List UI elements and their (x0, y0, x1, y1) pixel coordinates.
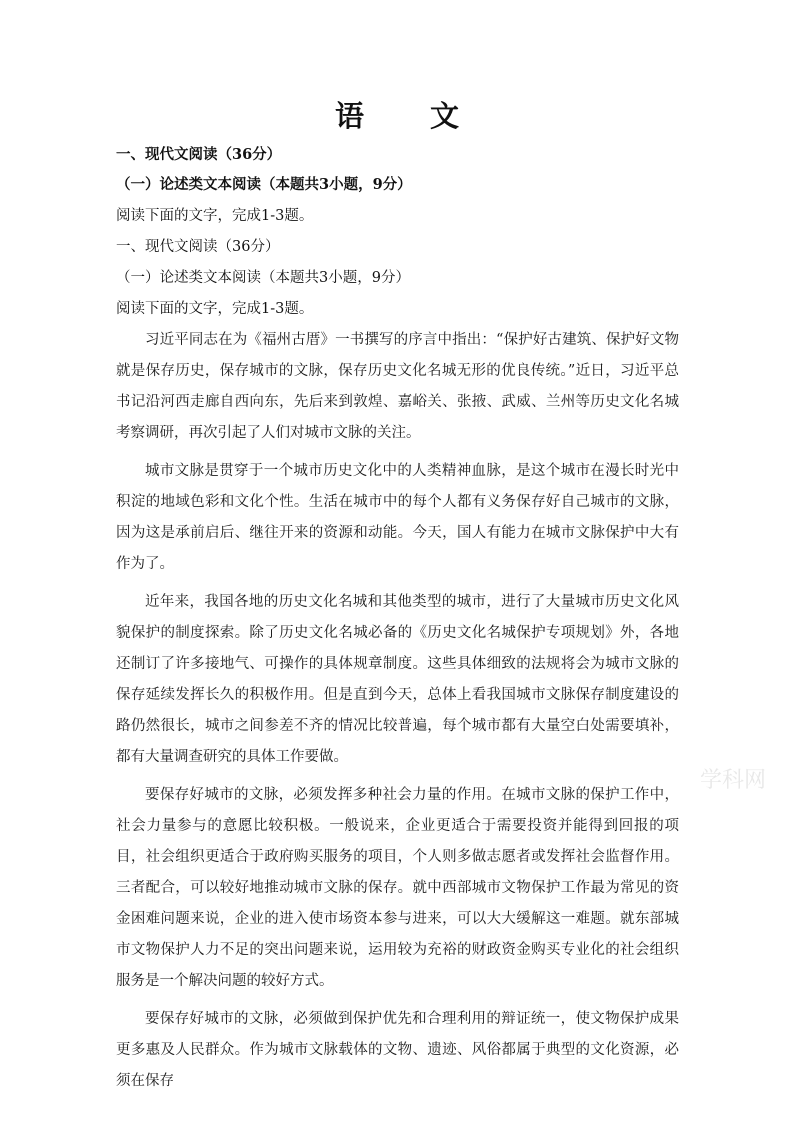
watermark-logo: 学科网 (700, 768, 767, 793)
paragraph: 要保存好城市的文脉，必须发挥多种社会力量的作用。在城市文脉的保护工作中，社会力量参与的意愿比较积极。一般说来，企业更适合于需要投资并能得到回报的项目，社会组织更适合于政府购买服务的项目，个人则多做志愿者或发挥社会监督作用。三者配合，可以较好地推动城市文脉的保存。就中西部城市文物保护工作最为常见的资金困难问题来说，企业的进入使市场资本参与进来，可以大大缓解这一难题。就东部城市文物保护人力不足的突出问题来说，运用较为充裕的财政资金购买专业化的社会组织服务是一个解决问题的较好方式。 (116, 787, 679, 989)
subsection-heading-repeat: （一）论述类文本阅读（本题共3小题，9分） (116, 270, 410, 286)
section-heading-repeat: 一、现代文阅读（36分） (116, 239, 280, 255)
article-body (116, 325, 679, 1104)
instruction-text: 阅读下面的文字，完成1-3题。 (116, 208, 314, 224)
paragraph: 习近平同志在为《福州古厝》一书撰写的序言中指出：“保护好古建筑、保护好文物就是保存历史，保存城市的文脉，保存历史文化名城无形的优良传统。”近日，习近平总书记沿河西走廊自西向东，先后来到敦煌、嘉峪关、张掖、武威、兰州等历史文化名城考察调研，再次引起了人们对城市文脉的关注。 (116, 332, 679, 441)
subsection-heading: （一）论述类文本阅读（本题共3小题，9分） (116, 176, 412, 193)
paragraph: 近年来，我国各地的历史文化名城和其他类型的城市，进行了大量城市历史文化风貌保护的制度探索。除了历史文化名城必备的《历史文化名城保护专项规划》外，各地还制订了许多接地气、可操作的具体规章制度。这些具体细致的法规将会为城市文脉的保存延续发挥长久的积极作用。但是直到今天，总体上看我国城市文脉保存制度建设的路仍然很长，城市之间参差不齐的情况比较普遍，每个城市都有大量空白处需要填补，都有大量调查研究的具体工作要做。 (116, 594, 679, 765)
paragraph: 要保存好城市的文脉，必须做到保护优先和合理利用的辩证统一，使文物保护成果更多惠及人民群众。作为城市文脉载体的文物、遗迹、风俗都属于典型的文化资源，必须在保存 (116, 1011, 679, 1089)
section-heading: 一、现代文阅读（36分） (116, 146, 282, 163)
instruction-text-repeat: 阅读下面的文字，完成1-3题。 (116, 301, 314, 317)
page-title: 语 文 (334, 99, 488, 133)
paragraph: 城市文脉是贯穿于一个城市历史文化中的人类精神血脉，是这个城市在漫长时光中积淀的地域色彩和文化个性。生活在城市中的每个人都有义务保存好自己城市的文脉，因为这是承前启后、继往开来的资源和动能。今天，国人有能力在城市文脉保护中大有作为了。 (116, 463, 679, 572)
